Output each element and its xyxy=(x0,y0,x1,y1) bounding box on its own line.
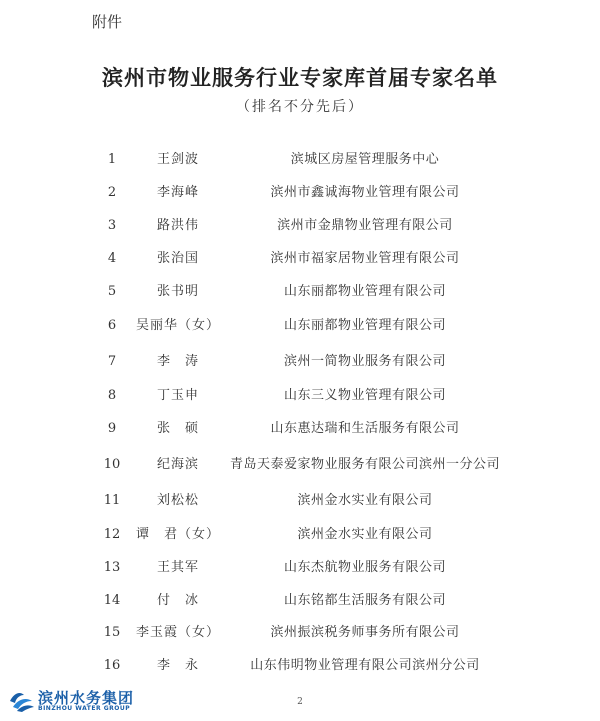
expert-name: 王其军 xyxy=(156,560,199,575)
expert-organization: 山东丽都物业管理有限公司 xyxy=(283,284,446,299)
logo-chinese-text: 滨州水务集团 xyxy=(38,689,135,707)
expert-organization: 青岛天泰爱家物业服务有限公司滨州一分公司 xyxy=(230,457,501,472)
attachment-label: 附件 xyxy=(92,13,123,31)
list-item xyxy=(0,418,600,440)
row-number: 1 xyxy=(107,152,117,167)
row-number: 14 xyxy=(103,593,121,608)
list-item xyxy=(0,351,600,373)
document-subtitle: （排名不分先后） xyxy=(236,99,364,115)
row-number: 7 xyxy=(107,354,117,369)
expert-organization: 滨州市福家居物业管理有限公司 xyxy=(270,251,460,266)
row-number: 13 xyxy=(103,560,121,575)
expert-organization: 山东惠达瑞和生活服务有限公司 xyxy=(270,421,460,436)
list-item xyxy=(0,524,600,546)
row-number: 16 xyxy=(103,658,121,673)
list-item xyxy=(0,149,600,171)
list-item xyxy=(0,454,600,476)
page-number: 2 xyxy=(297,697,303,707)
expert-name: 王剑波 xyxy=(156,152,199,167)
expert-name: 李 涛 xyxy=(156,354,199,369)
list-item xyxy=(0,182,600,204)
list-item xyxy=(0,315,600,337)
row-number: 5 xyxy=(107,284,117,299)
list-item xyxy=(0,281,600,303)
expert-organization: 滨州一简物业服务有限公司 xyxy=(283,354,446,369)
expert-name: 刘松松 xyxy=(156,493,199,508)
document-title: 滨州市物业服务行业专家库首届专家名单 xyxy=(102,65,498,90)
expert-organization: 山东伟明物业管理有限公司滨州分公司 xyxy=(250,658,480,673)
expert-name: 张 硕 xyxy=(156,421,199,436)
logo-english-text: BINZHOU WATER GROUP xyxy=(38,705,131,712)
expert-name: 纪海滨 xyxy=(156,457,199,472)
expert-name: 谭 君（女） xyxy=(135,527,220,542)
expert-organization: 滨州金水实业有限公司 xyxy=(297,493,433,508)
expert-organization: 滨州金水实业有限公司 xyxy=(297,527,433,542)
expert-organization: 山东三义物业管理有限公司 xyxy=(283,388,446,403)
expert-organization: 山东丽都物业管理有限公司 xyxy=(283,318,446,333)
expert-organization: 滨城区房屋管理服务中心 xyxy=(290,152,440,167)
expert-name: 李玉霞（女） xyxy=(135,625,220,640)
row-number: 6 xyxy=(107,318,117,333)
expert-name: 张书明 xyxy=(156,284,199,299)
list-item xyxy=(0,622,600,644)
row-number: 9 xyxy=(107,421,117,436)
row-number: 4 xyxy=(107,251,117,266)
list-item xyxy=(0,490,600,512)
expert-organization: 山东铭都生活服务有限公司 xyxy=(283,593,446,608)
row-number: 12 xyxy=(103,527,121,542)
row-number: 2 xyxy=(107,185,117,200)
expert-name: 张治国 xyxy=(156,251,199,266)
list-item xyxy=(0,590,600,612)
expert-name: 付 冰 xyxy=(156,593,199,608)
expert-organization: 山东杰航物业服务有限公司 xyxy=(283,560,446,575)
expert-name: 路洪伟 xyxy=(156,218,199,233)
expert-name: 丁玉申 xyxy=(156,388,199,403)
list-item xyxy=(0,557,600,579)
expert-name: 吴丽华（女） xyxy=(135,318,220,333)
expert-organization: 滨州振滨税务师事务所有限公司 xyxy=(270,625,460,640)
row-number: 8 xyxy=(107,388,117,403)
list-item xyxy=(0,655,600,677)
list-item xyxy=(0,215,600,237)
expert-name: 李 永 xyxy=(156,658,199,673)
row-number: 10 xyxy=(103,457,121,472)
row-number: 11 xyxy=(103,493,121,508)
expert-name: 李海峰 xyxy=(156,185,199,200)
row-number: 3 xyxy=(107,218,117,233)
row-number: 15 xyxy=(103,625,121,640)
list-item xyxy=(0,248,600,270)
list-item xyxy=(0,385,600,407)
expert-organization: 滨州市金鼎物业管理有限公司 xyxy=(277,218,453,233)
expert-organization: 滨州市鑫诚海物业管理有限公司 xyxy=(270,185,460,200)
